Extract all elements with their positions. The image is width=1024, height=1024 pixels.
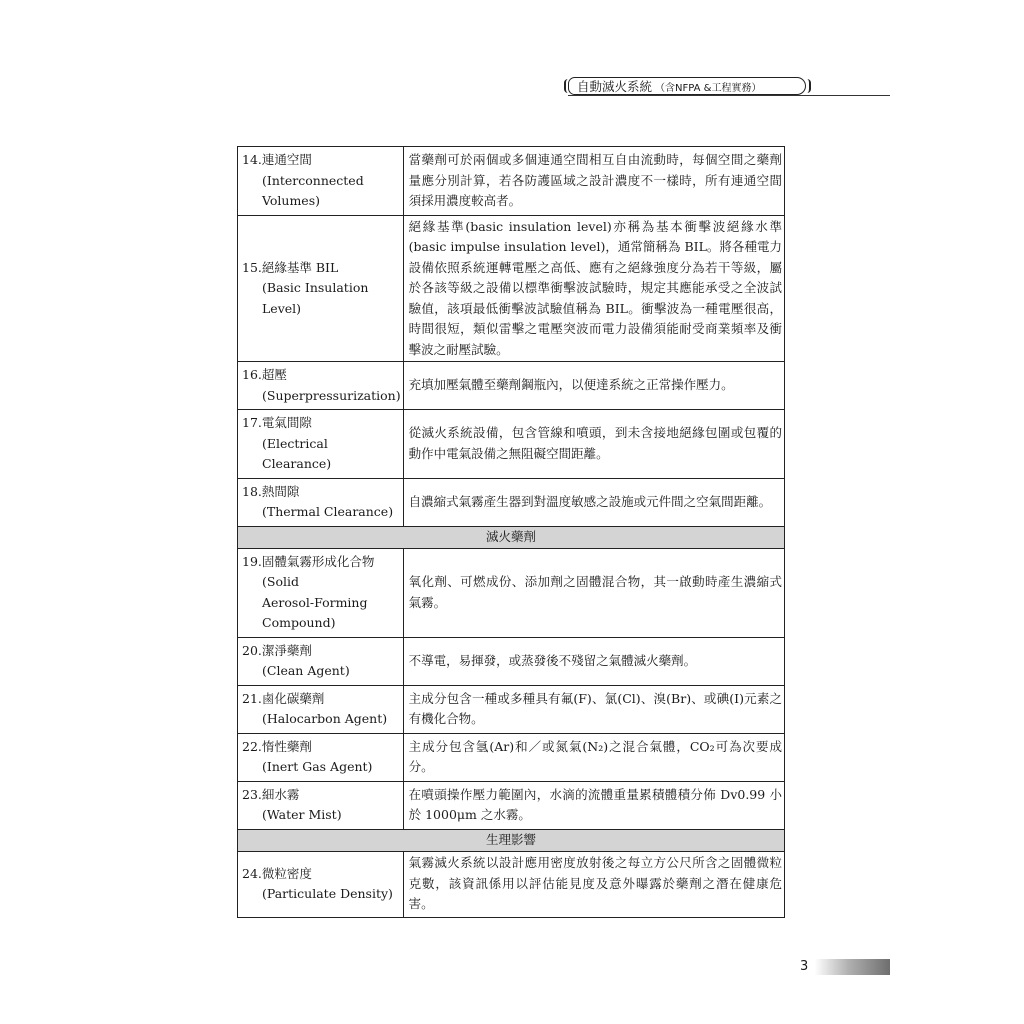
term-zh-label: 微粒密度 — [261, 865, 312, 881]
term-en: (Particulate Density) — [262, 886, 393, 901]
term-cell — [238, 147, 404, 216]
term-en: (Water Mist) — [262, 807, 342, 822]
term-zh: 20. — [242, 642, 262, 658]
term-en: (Solid — [262, 574, 299, 589]
term-zh: 15. — [242, 259, 262, 275]
term-zh-label: 潔淨藥劑 — [261, 642, 312, 658]
term-zh-label: 惰性藥劑 — [261, 738, 312, 754]
term-cell — [238, 637, 404, 685]
term-en: (Thermal Clearance) — [262, 504, 394, 519]
definition-cell: 當藥劑可於兩個或多個連通空間相互自由流動時，每個空間之藥劑量應分別計算，若各防護區域之設計濃度不一樣時，所有連通空間須採用濃度較高者。 — [403, 147, 784, 216]
glossary-row — [238, 362, 785, 410]
glossary-row — [238, 215, 785, 362]
book-title: 自動滅火系統 — [577, 79, 653, 94]
section-header: 滅火藥劑 — [238, 526, 785, 548]
definition-cell: 自濃縮式氣霧產生器到對溫度敏感之設施或元件間之空氣間距離。 — [403, 478, 784, 526]
term-zh: 22. — [242, 738, 262, 754]
definition-cell: 氧化劑、可燃成份、添加劑之固體混合物，其一啟動時產生濃縮式氣霧。 — [403, 548, 784, 637]
glossary-row — [238, 851, 785, 917]
section-header-row — [238, 526, 785, 548]
definition-cell: 在噴頭操作壓力範圍內，水滴的流體重量累積體積分佈 Dv0.99 小於 1000μm 之水霧。 — [403, 781, 784, 829]
glossary-table — [237, 146, 785, 918]
page-number-bar — [798, 959, 890, 975]
glossary-row — [238, 733, 785, 781]
term-zh-label: 細水霧 — [261, 786, 300, 802]
term-zh: 24. — [242, 865, 262, 881]
term-en: Volumes) — [262, 193, 320, 208]
term-zh-label: 電氣間隙 — [261, 415, 312, 430]
term-zh: 21. — [242, 690, 262, 706]
term-en: Compound) — [262, 615, 336, 630]
term-cell — [238, 548, 404, 637]
glossary-body — [238, 147, 785, 918]
running-header — [568, 77, 890, 97]
term-zh: 17. — [242, 415, 262, 430]
term-zh-label: 超壓 — [261, 367, 287, 382]
page-number: 3 — [800, 959, 809, 974]
term-cell — [238, 410, 404, 479]
term-en: (Inert Gas Agent) — [262, 759, 373, 774]
definition-cell: 絕緣基準(basic insulation level)亦稱為基本衝擊波絕緣水準(basic impulse insulation level)，通常簡稱為 BIL。將各種電力設備依照系統運轉電壓之高低、應有之絕緣強度分為若干等級，屬於各該等級之設備以標準衝擊波試驗時，規定其應能承受之全波試驗值，該項最低衝擊波試驗值稱為 BIL。衝擊波為一種電壓很高，時間很短，類似雷擊之電壓突波而電力設備須能耐受商業頻率及衝擊波之耐壓試驗。 — [403, 215, 784, 362]
definition-cell: 主成分包含一種或多種具有氟(F)、氯(Cl)、溴(Br)、或碘(I)元素之有機化合物。 — [403, 685, 784, 733]
glossary-row — [238, 685, 785, 733]
term-en: (Electrical Clearance) — [262, 435, 332, 471]
term-en: Level) — [262, 300, 302, 316]
term-zh: 16. — [242, 367, 262, 382]
term-zh: 14. — [242, 152, 262, 167]
term-zh-label: 絕緣基準 BIL — [261, 259, 339, 275]
term-cell — [238, 685, 404, 733]
term-zh-label: 鹵化碳藥劑 — [261, 690, 325, 706]
glossary-row — [238, 637, 785, 685]
term-zh-label: 連通空間 — [261, 152, 312, 167]
term-cell — [238, 851, 404, 917]
term-cell — [238, 733, 404, 781]
definition-cell: 充填加壓氣體至藥劑鋼瓶內，以便達系統之正常操作壓力。 — [403, 362, 784, 410]
book-title-tab — [568, 77, 806, 95]
glossary-row — [238, 147, 785, 216]
section-header-row — [238, 829, 785, 851]
term-cell — [238, 478, 404, 526]
term-cell — [238, 781, 404, 829]
definition-cell: 不導電，易揮發，或蒸發後不殘留之氣體滅火藥劑。 — [403, 637, 784, 685]
term-en: (Interconnected — [262, 172, 364, 188]
definition-cell: 氣霧滅火系統以設計應用密度放射後之每立方公尺所含之固體微粒克數，該資訊係用以評估能見度及意外曝露於藥劑之潛在健康危害。 — [403, 851, 784, 917]
term-en: (Halocarbon Agent) — [262, 711, 388, 726]
glossary-row — [238, 548, 785, 637]
book-subtitle: （含NFPA &工程實務） — [655, 82, 762, 94]
term-zh: 18. — [242, 483, 262, 499]
term-en: (Superpressurization) — [262, 387, 401, 403]
definition-cell: 從滅火系統設備，包含管線和噴頭，到未含接地絕緣包圍或包覆的動作中電氣設備之無阻礙空間距離。 — [403, 410, 784, 479]
term-cell — [238, 215, 404, 362]
term-zh: 23. — [242, 786, 262, 802]
glossary-row — [238, 781, 785, 829]
term-zh: 19. — [242, 553, 262, 569]
term-en: (Basic Insulation — [262, 280, 369, 295]
glossary-row — [238, 478, 785, 526]
section-header: 生理影響 — [238, 829, 785, 851]
term-zh-label: 固體氣霧形成化合物 — [261, 553, 375, 569]
definition-cell: 主成分包含氬(Ar)和／或氮氣(N₂)之混合氣體，CO₂可為次要成分。 — [403, 733, 784, 781]
term-zh-label: 熱間隙 — [261, 483, 300, 499]
glossary-row — [238, 410, 785, 479]
header-rule — [568, 95, 890, 96]
term-en: Aerosol-Forming — [262, 594, 368, 610]
term-en: (Clean Agent) — [262, 663, 350, 678]
term-cell — [238, 362, 404, 410]
